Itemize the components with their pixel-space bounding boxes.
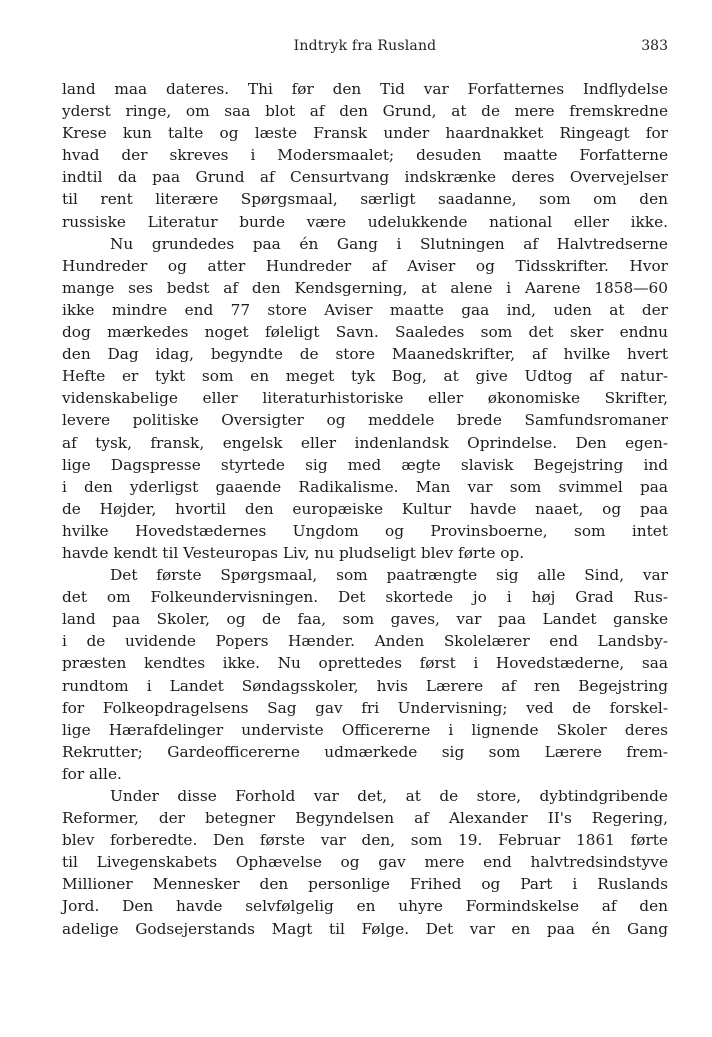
text-line: rundtom i Landet Søndagsskoler, hvis Lærere af ren Begejstring bbox=[62, 676, 668, 695]
running-head bbox=[62, 38, 668, 58]
text-line: præsten kendtes ikke. Nu oprettedes først i Hovedstæderne, saa bbox=[62, 654, 668, 673]
text-line: Hefte er tykt som en meget tyk Bog, at give Udtog af natur- bbox=[62, 367, 668, 386]
text-line: mange ses bedst af den Kendsgerning, at alene i Aarene 1858—60 bbox=[62, 278, 668, 297]
text-line: de Højder, hvortil den europæiske Kultur havde naaet, og paa bbox=[62, 499, 668, 518]
text-line: land maa dateres. Thi før den Tid var Forfatternes Indflydelse bbox=[62, 80, 668, 98]
text-line: indtil da paa Grund af Censurtvang indskrænke deres Overvejelser bbox=[62, 168, 668, 187]
text-line: yderst ringe, om saa blot af den Grund, at de mere fremskredne bbox=[62, 102, 668, 121]
text-line: i den yderligst gaaende Radikalisme. Man var som svimmel paa bbox=[62, 477, 668, 496]
text-line: land paa Skoler, og de faa, som gaves, var paa Landet ganske bbox=[62, 610, 668, 629]
text-line: for alle. bbox=[62, 764, 122, 783]
text-line: den Dag idag, begyndte de store Maanedskrifter, af hvilke hvert bbox=[62, 345, 668, 364]
text-line: det om Folkeundervisningen. Det skortede jo i høj Grad Rus- bbox=[62, 588, 668, 607]
text-line: Reformer, der betegner Begyndelsen af Alexander II's Regering, bbox=[62, 809, 668, 828]
text-line: til rent literære Spørgsmaal, særligt saadanne, som om den bbox=[62, 190, 668, 209]
text-line: Under disse Forhold var det, at de store, dybtindgribende bbox=[110, 787, 668, 805]
text-line: dog mærkedes noget føleligt Savn. Saaledes som det sker endnu bbox=[62, 323, 668, 342]
text-line: Jord. Den havde selvfølgelig en uhyre Formindskelse af den bbox=[62, 897, 668, 916]
text-line: blev forberedte. Den første var den, som 19. Februar 1861 førte bbox=[62, 831, 668, 850]
text-line: Det første Spørgsmaal, som paatrængte sig alle Sind, var bbox=[110, 566, 668, 585]
text-line: ikke mindre end 77 store Aviser maatte gaa ind, uden at der bbox=[62, 300, 668, 319]
text-line: Krese kun talte og læste Fransk under haardnakket Ringeagt for bbox=[62, 124, 668, 143]
text-line: lige Dagspresse styrtede sig med ægte slavisk Begejstring ind bbox=[62, 455, 668, 474]
text-line: til Livegenskabets Ophævelse og gav mere end halvtredsindstyve bbox=[62, 853, 668, 872]
text-line: havde kendt til Vesteuropas Liv, nu pludseligt blev førte op. bbox=[62, 543, 525, 562]
page-number: 383 bbox=[641, 38, 668, 54]
text-line: videnskabelige eller literaturhistoriske eller økonomiske Skrifter, bbox=[62, 389, 668, 408]
text-line: russiske Literatur burde være udelukkende national eller ikke. bbox=[62, 212, 668, 231]
text-line: Millioner Mennesker den personlige Frihed og Part i Ruslands bbox=[62, 875, 668, 894]
body-text bbox=[62, 78, 668, 940]
text-line: adelige Godsejerstands Magt til Følge. Det var en paa én Gang bbox=[62, 919, 668, 938]
text-line: lige Hærafdelinger underviste Officererne i lignende Skoler deres bbox=[62, 720, 668, 739]
text-line: Hundreder og atter Hundreder af Aviser og Tidsskrifter. Hvor bbox=[62, 256, 668, 275]
text-line: hvilke Hovedstædernes Ungdom og Provinsboerne, som intet bbox=[62, 521, 668, 540]
text-line: af tysk, fransk, engelsk eller indenlandsk Oprindelse. Den egen- bbox=[62, 433, 668, 452]
text-line: for Folkeopdragelsens Sag gav fri Undervisning; ved de forskel- bbox=[62, 698, 668, 717]
text-line: i de uvidende Popers Hænder. Anden Skolelærer end Landsby- bbox=[62, 632, 668, 651]
text-line: hvad der skreves i Modersmaalet; desuden maatte Forfatterne bbox=[62, 146, 668, 165]
running-title: Indtryk fra Rusland bbox=[293, 38, 437, 54]
text-line: levere politiske Oversigter og meddele brede Samfundsromaner bbox=[62, 411, 668, 430]
text-line: Nu grundedes paa én Gang i Slutningen af Halvtredserne bbox=[110, 234, 668, 253]
text-line: Rekrutter; Gardeofficererne udmærkede sig som Lærere frem- bbox=[62, 742, 668, 761]
